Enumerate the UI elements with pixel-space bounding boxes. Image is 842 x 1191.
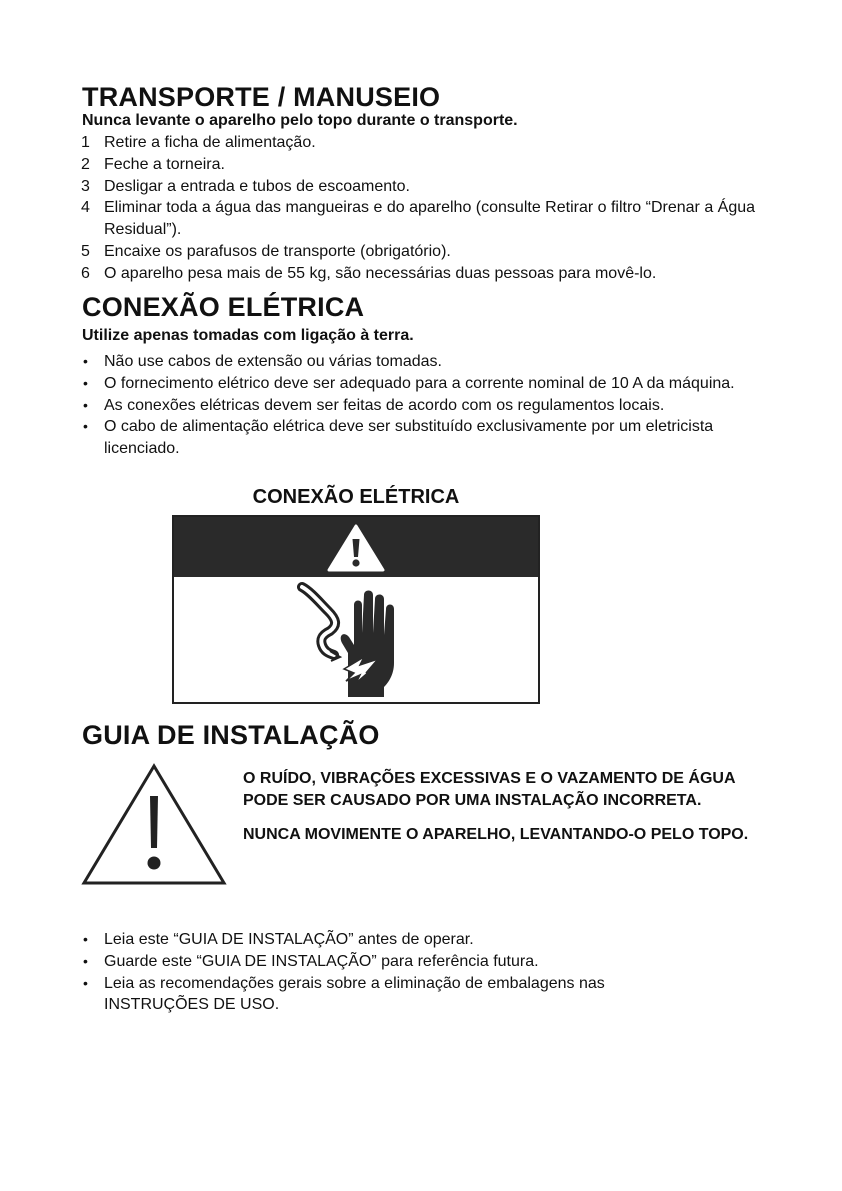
- electrical-figure-title: CONEXÃO ELÉTRICA: [252, 486, 460, 508]
- transport-steps: [80, 132, 780, 285]
- list-item: [80, 373, 740, 395]
- list-item: [80, 154, 780, 176]
- installation-warnings: [243, 768, 783, 858]
- list-item: [80, 351, 740, 373]
- bullet-icon: •: [83, 353, 88, 369]
- transport-title: TRANSPORTE / MANUSEIO: [82, 82, 441, 112]
- list-item: [80, 241, 780, 263]
- step-number: 6: [81, 264, 90, 282]
- step-text: O aparelho pesa mais de 55 kg, são necessárias duas pessoas para movê-lo.: [104, 264, 657, 282]
- bullet-icon: •: [83, 931, 88, 947]
- list-item: [80, 416, 740, 460]
- electrical-bullets: [80, 351, 740, 460]
- list-item: [80, 132, 780, 154]
- warning-triangle-icon: [80, 762, 228, 888]
- bullet-icon: •: [83, 974, 88, 991]
- bullet-text: Leia este “GUIA DE INSTALAÇÃO” antes de operar.: [104, 931, 474, 948]
- installation-bullets: [80, 929, 700, 1016]
- list-item: [80, 951, 700, 973]
- bullet-icon: •: [83, 374, 88, 391]
- step-text: Eliminar toda a água das mangueiras e do aparelho (consulte Retirar o filtro “Drenar a Água Residual”).: [104, 199, 756, 239]
- step-number: 1: [81, 134, 90, 151]
- step-text: Desligar a entrada e tubos de escoamento.: [104, 177, 410, 195]
- step-text: Feche a torneira.: [104, 155, 225, 173]
- installation-title: GUIA DE INSTALAÇÃO: [82, 720, 380, 750]
- step-number: 2: [81, 155, 90, 173]
- step-text: Retire a ficha de alimentação.: [104, 134, 316, 151]
- electrical-lead: Utilize apenas tomadas com ligação à terra.: [82, 327, 414, 344]
- bullet-text: As conexões elétricas devem ser feitas de acordo com os regulamentos locais.: [104, 396, 665, 414]
- installation-warning-1: O RUÍDO, VIBRAÇÕES EXCESSIVAS E O VAZAMENTO DE ÁGUA PODE SER CAUSADO POR UMA INSTALAÇÃO INCORRETA.: [243, 770, 735, 809]
- list-item: [80, 929, 700, 951]
- step-number: 3: [81, 177, 90, 195]
- bullet-text: Não use cabos de extensão ou várias tomadas.: [104, 353, 442, 370]
- bullet-icon: •: [83, 952, 88, 969]
- bullet-text: O cabo de alimentação elétrica deve ser substituído exclusivamente por um eletricista licenciado.: [104, 418, 714, 458]
- bullet-icon: •: [83, 396, 88, 413]
- warning-triangle-icon: [326, 523, 386, 573]
- step-text: Encaixe os parafusos de transporte (obrigatório).: [104, 242, 451, 260]
- electrical-warning-figure: [172, 515, 540, 704]
- bullet-text: Leia as recomendações gerais sobre a eliminação de embalagens nas INSTRUÇÕES DE USO.: [104, 974, 605, 1014]
- electrical-title: CONEXÃO ELÉTRICA: [82, 292, 365, 322]
- list-item: [80, 176, 780, 198]
- step-number: 5: [81, 242, 90, 260]
- list-item: [80, 263, 780, 285]
- bullet-text: O fornecimento elétrico deve ser adequado para a corrente nominal de 10 A da máquina.: [104, 374, 735, 392]
- installation-warning-2: NUNCA MOVIMENTE O APARELHO, LEVANTANDO-O PELO TOPO.: [243, 826, 749, 843]
- list-item: [80, 197, 780, 241]
- list-item: [80, 973, 700, 1017]
- transport-lead: Nunca levante o aparelho pelo topo durante o transporte.: [82, 112, 518, 129]
- bullet-icon: •: [83, 418, 88, 435]
- electric-shock-hand-icon: [282, 577, 432, 702]
- bullet-text: Guarde este “GUIA DE INSTALAÇÃO” para referência futura.: [104, 952, 539, 970]
- list-item: [80, 395, 740, 417]
- step-number: 4: [81, 199, 90, 217]
